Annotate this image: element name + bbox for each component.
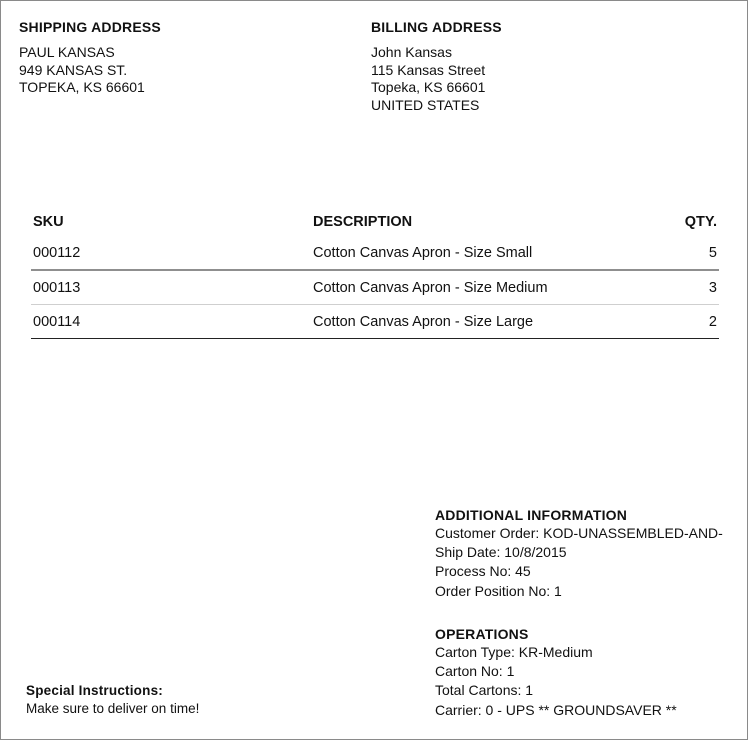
sku-cell: 000114 — [33, 313, 81, 330]
description-cell: Cotton Canvas Apron - Size Large — [313, 313, 534, 330]
additional-information — [435, 507, 735, 601]
table-row — [31, 305, 719, 339]
total-cartons: Total Cartons: 1 — [435, 682, 534, 699]
carrier: Carrier: 0 - UPS ** GROUNDSAVER ** — [435, 701, 677, 718]
items-table — [31, 214, 719, 339]
description-cell: Cotton Canvas Apron - Size Small — [313, 244, 533, 261]
items-header-row — [31, 214, 719, 236]
table-row — [31, 236, 719, 270]
process-no: Process No: 45 — [435, 563, 531, 580]
carton-no: Carton No: 1 — [435, 663, 515, 680]
additional-information-heading: ADDITIONAL INFORMATION — [435, 507, 628, 523]
sku-cell: 000113 — [33, 279, 81, 296]
qty-cell: 5 — [708, 244, 717, 261]
description-cell: Cotton Canvas Apron - Size Medium — [313, 279, 548, 296]
description-header: DESCRIPTION — [313, 214, 413, 230]
qty-header: QTY. — [684, 214, 717, 230]
shipping-address — [19, 19, 161, 97]
shipping-address-line: 949 KANSAS ST. — [19, 61, 128, 78]
table-row — [31, 270, 719, 305]
qty-cell: 2 — [708, 313, 717, 330]
billing-address-line: Topeka, KS 66601 — [371, 79, 486, 95]
operations-heading: OPERATIONS — [435, 626, 529, 642]
special-instructions — [26, 683, 199, 716]
shipping-address-heading: SHIPPING ADDRESS — [19, 19, 161, 35]
operations — [435, 626, 735, 720]
billing-address-line: UNITED STATES — [371, 96, 480, 113]
operations-lines — [435, 643, 735, 720]
ship-date: Ship Date: 10/8/2015 — [435, 544, 567, 561]
billing-address — [371, 19, 502, 114]
billing-address-line: 115 Kansas Street — [371, 61, 486, 78]
shipping-address-line: TOPEKA, KS 66601 — [19, 79, 145, 95]
additional-information-lines — [435, 524, 735, 601]
sku-cell: 000112 — [33, 244, 81, 261]
qty-cell: 3 — [708, 279, 717, 296]
order-position-no: Order Position No: 1 — [435, 582, 562, 599]
shipping-address-line: PAUL KANSAS — [19, 44, 115, 60]
special-instructions-text: Make sure to deliver on time! — [26, 701, 200, 716]
carton-type: Carton Type: KR-Medium — [435, 644, 593, 660]
sku-header: SKU — [33, 214, 64, 230]
billing-address-lines — [371, 44, 502, 114]
shipping-address-lines — [19, 44, 161, 97]
billing-address-line: John Kansas — [371, 44, 452, 60]
customer-order: Customer Order: KOD-UNASSEMBLED-AND- — [435, 525, 723, 541]
billing-address-heading: BILLING ADDRESS — [371, 19, 502, 35]
special-instructions-heading: Special Instructions: — [26, 683, 163, 698]
